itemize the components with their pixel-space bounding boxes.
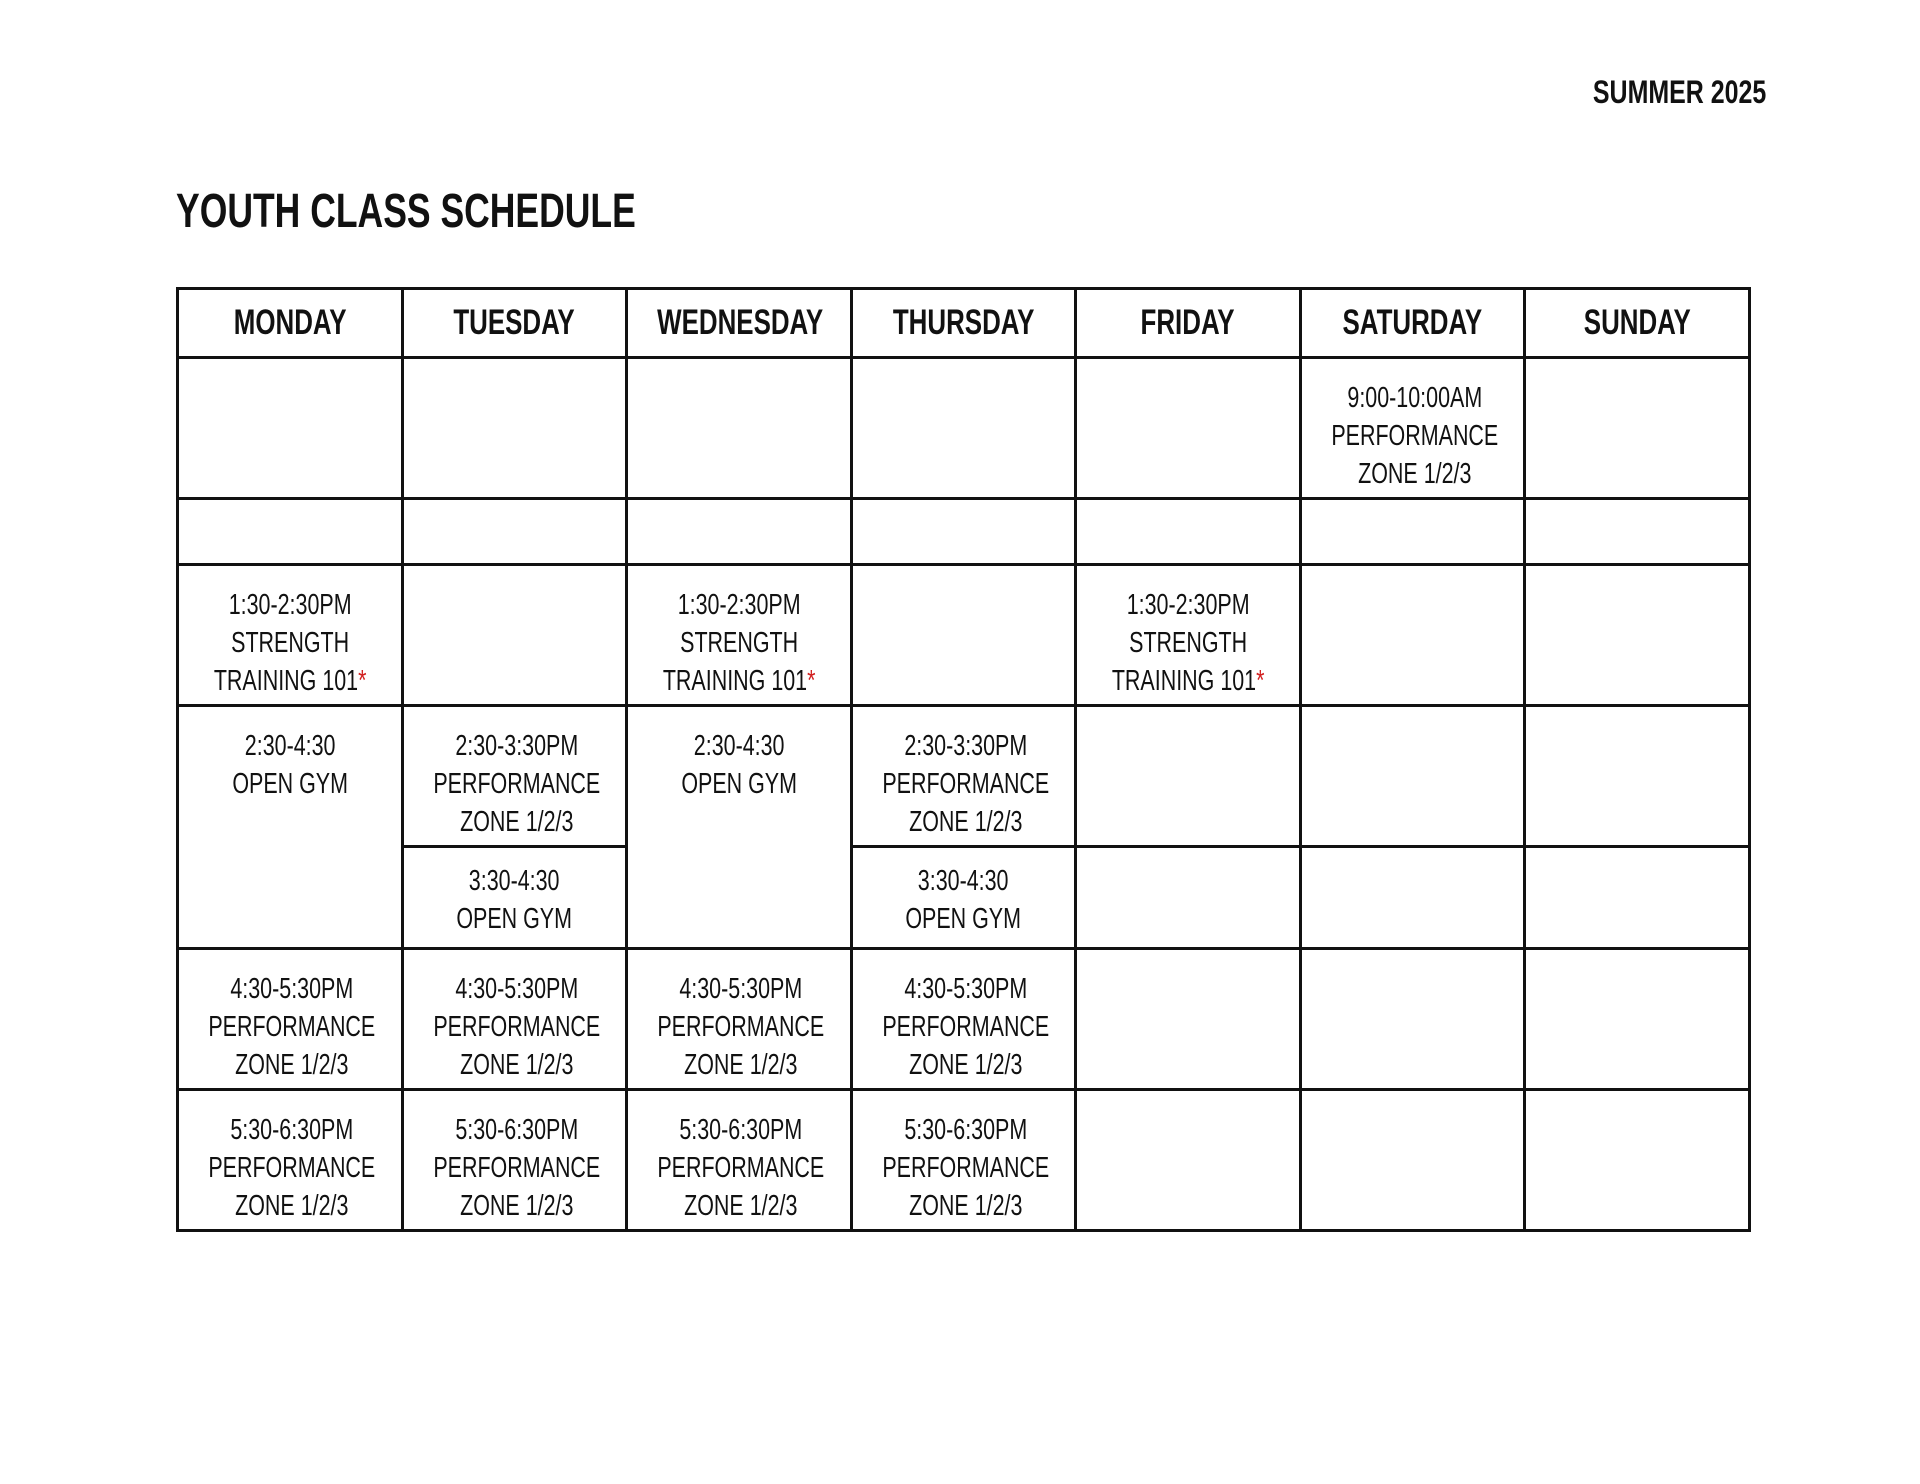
asterisk-marker: * (806, 665, 816, 697)
empty-cell (1300, 499, 1525, 565)
empty-cell (402, 565, 627, 706)
class-time: 5:30-6:30PM (904, 1114, 1027, 1146)
class-cell-monday-performance (178, 1090, 403, 1231)
empty-cell (1300, 1090, 1525, 1231)
class-name: STRENGTH (1129, 627, 1248, 659)
class-zone: ZONE 1/2/3 (459, 806, 574, 838)
class-name-text: TRAINING 101 (1111, 665, 1256, 697)
class-name: PERFORMANCE (657, 1152, 825, 1184)
class-name: STRENGTH (679, 627, 798, 659)
empty-cell (1525, 358, 1750, 499)
class-cell-monday-performance (178, 949, 403, 1090)
empty-cell (1076, 499, 1301, 565)
class-name: OPEN GYM (456, 903, 573, 935)
class-name: PERFORMANCE (432, 1011, 600, 1043)
class-entry (232, 727, 348, 803)
day-header-monday (178, 289, 403, 358)
class-time: 2:30-4:30 (693, 730, 785, 762)
empty-cell (1525, 949, 1750, 1090)
empty-cell (1076, 706, 1301, 847)
class-zone: ZONE 1/2/3 (1357, 458, 1472, 490)
class-time: 4:30-5:30PM (679, 973, 803, 1005)
empty-cell (1300, 565, 1525, 706)
day-header-thursday (851, 289, 1076, 358)
empty-cell (627, 358, 852, 499)
class-cell-wednesday-performance (627, 949, 852, 1090)
class-entry (906, 862, 1022, 938)
class-entry (208, 1111, 375, 1225)
class-name: STRENGTH (230, 627, 349, 659)
class-name: PERFORMANCE (208, 1011, 376, 1043)
day-label: SATURDAY (1342, 303, 1483, 342)
class-entry (1331, 379, 1498, 493)
class-name-line2 (213, 662, 366, 700)
class-name-line2 (1112, 662, 1265, 700)
empty-cell (1525, 847, 1750, 949)
class-entry (657, 970, 824, 1084)
class-zone: ZONE 1/2/3 (684, 1049, 798, 1081)
class-name: PERFORMANCE (882, 1152, 1049, 1184)
empty-cell (1076, 949, 1301, 1090)
class-time: 5:30-6:30PM (679, 1114, 803, 1146)
asterisk-marker: * (1255, 665, 1265, 697)
class-zone: ZONE 1/2/3 (908, 806, 1023, 838)
class-name: PERFORMANCE (657, 1011, 825, 1043)
empty-cell (1525, 1090, 1750, 1231)
empty-cell (627, 499, 852, 565)
class-entry (208, 970, 375, 1084)
class-zone: ZONE 1/2/3 (684, 1190, 798, 1222)
class-cell-tuesday-performance (402, 706, 627, 847)
class-cell-thursday-performance (851, 706, 1076, 847)
class-entry (433, 1111, 600, 1225)
empty-cell (851, 565, 1076, 706)
class-name: OPEN GYM (231, 768, 348, 800)
class-name: OPEN GYM (681, 768, 797, 800)
empty-cell (1076, 1090, 1301, 1231)
empty-cell (178, 499, 403, 565)
empty-cell (1076, 847, 1301, 949)
empty-cell (1525, 565, 1750, 706)
empty-cell (402, 499, 627, 565)
day-label: TUESDAY (453, 303, 576, 342)
day-label: MONDAY (233, 303, 347, 342)
class-entry (657, 1111, 824, 1225)
empty-cell (1076, 358, 1301, 499)
class-time: 3:30-4:30 (468, 865, 560, 897)
schedule-row (178, 949, 1750, 1090)
schedule-row (178, 499, 1750, 565)
class-entry (882, 727, 1049, 841)
class-cell-thursday-performance (851, 949, 1076, 1090)
class-name-line2 (663, 662, 816, 700)
class-zone: ZONE 1/2/3 (459, 1049, 574, 1081)
class-name: PERFORMANCE (882, 1011, 1049, 1043)
class-cell-thursday-performance (851, 1090, 1076, 1231)
class-time: 1:30-2:30PM (228, 589, 352, 621)
class-cell-tuesday-performance (402, 1090, 627, 1231)
header-row (178, 289, 1750, 358)
class-time: 5:30-6:30PM (230, 1114, 354, 1146)
class-zone: ZONE 1/2/3 (908, 1049, 1023, 1081)
schedule-row (178, 1090, 1750, 1231)
class-name-text: TRAINING 101 (213, 665, 358, 697)
class-time: 1:30-2:30PM (677, 589, 801, 621)
class-entry (433, 727, 600, 841)
empty-cell (1525, 706, 1750, 847)
class-zone: ZONE 1/2/3 (235, 1049, 349, 1081)
day-label: SUNDAY (1583, 303, 1691, 342)
class-entry (457, 862, 573, 938)
empty-cell (178, 358, 403, 499)
class-cell-thursday-open-gym (851, 847, 1076, 949)
class-time: 9:00-10:00AM (1347, 382, 1483, 414)
empty-cell (1300, 847, 1525, 949)
class-time: 4:30-5:30PM (454, 973, 578, 1005)
page-title: YOUTH CLASS SCHEDULE (176, 185, 636, 238)
class-time: 1:30-2:30PM (1126, 589, 1250, 621)
empty-cell (402, 358, 627, 499)
schedule-row (178, 358, 1750, 499)
class-cell-wednesday-strength (627, 565, 852, 706)
class-entry (213, 586, 366, 700)
class-entry (882, 970, 1049, 1084)
class-entry (681, 727, 797, 803)
day-header-friday (1076, 289, 1301, 358)
class-time: 3:30-4:30 (918, 865, 1009, 897)
day-header-saturday (1300, 289, 1525, 358)
class-time: 2:30-4:30 (244, 730, 336, 762)
class-name: PERFORMANCE (432, 1152, 600, 1184)
class-zone: ZONE 1/2/3 (235, 1190, 349, 1222)
class-entry (882, 1111, 1049, 1225)
class-time: 4:30-5:30PM (904, 973, 1027, 1005)
empty-cell (851, 499, 1076, 565)
class-time: 2:30-3:30PM (904, 730, 1027, 762)
class-zone: ZONE 1/2/3 (459, 1190, 574, 1222)
season-label: SUMMER 2025 (1592, 74, 1766, 110)
schedule-row (178, 706, 1750, 847)
class-entry (433, 970, 600, 1084)
schedule-row (178, 847, 1750, 949)
class-cell-monday-strength (178, 565, 403, 706)
class-name-text: TRAINING 101 (662, 665, 807, 697)
class-cell-tuesday-performance (402, 949, 627, 1090)
day-label: THURSDAY (892, 303, 1035, 342)
empty-cell (851, 358, 1076, 499)
day-header-wednesday (627, 289, 852, 358)
class-entry (663, 586, 816, 700)
empty-cell (1300, 949, 1525, 1090)
day-label: WEDNESDAY (657, 303, 824, 342)
class-zone: ZONE 1/2/3 (908, 1190, 1023, 1222)
class-name: PERFORMANCE (1331, 420, 1499, 452)
schedule-row (178, 565, 1750, 706)
class-cell-monday-open-gym (178, 706, 403, 949)
empty-cell (1300, 706, 1525, 847)
empty-cell (1525, 499, 1750, 565)
class-cell-tuesday-open-gym (402, 847, 627, 949)
class-time: 5:30-6:30PM (454, 1114, 578, 1146)
schedule-table (176, 287, 1751, 1232)
asterisk-marker: * (357, 665, 367, 697)
class-time: 2:30-3:30PM (454, 730, 578, 762)
day-header-tuesday (402, 289, 627, 358)
day-header-sunday (1525, 289, 1750, 358)
class-name: PERFORMANCE (432, 768, 600, 800)
class-cell-friday-strength (1076, 565, 1301, 706)
class-name: PERFORMANCE (208, 1152, 376, 1184)
class-name: PERFORMANCE (882, 768, 1049, 800)
class-cell-wednesday-open-gym (627, 706, 852, 949)
day-label: FRIDAY (1141, 303, 1236, 342)
class-cell-saturday-performance (1300, 358, 1525, 499)
class-cell-wednesday-performance (627, 1090, 852, 1231)
class-name: OPEN GYM (905, 903, 1022, 935)
class-time: 4:30-5:30PM (230, 973, 354, 1005)
class-entry (1112, 586, 1265, 700)
